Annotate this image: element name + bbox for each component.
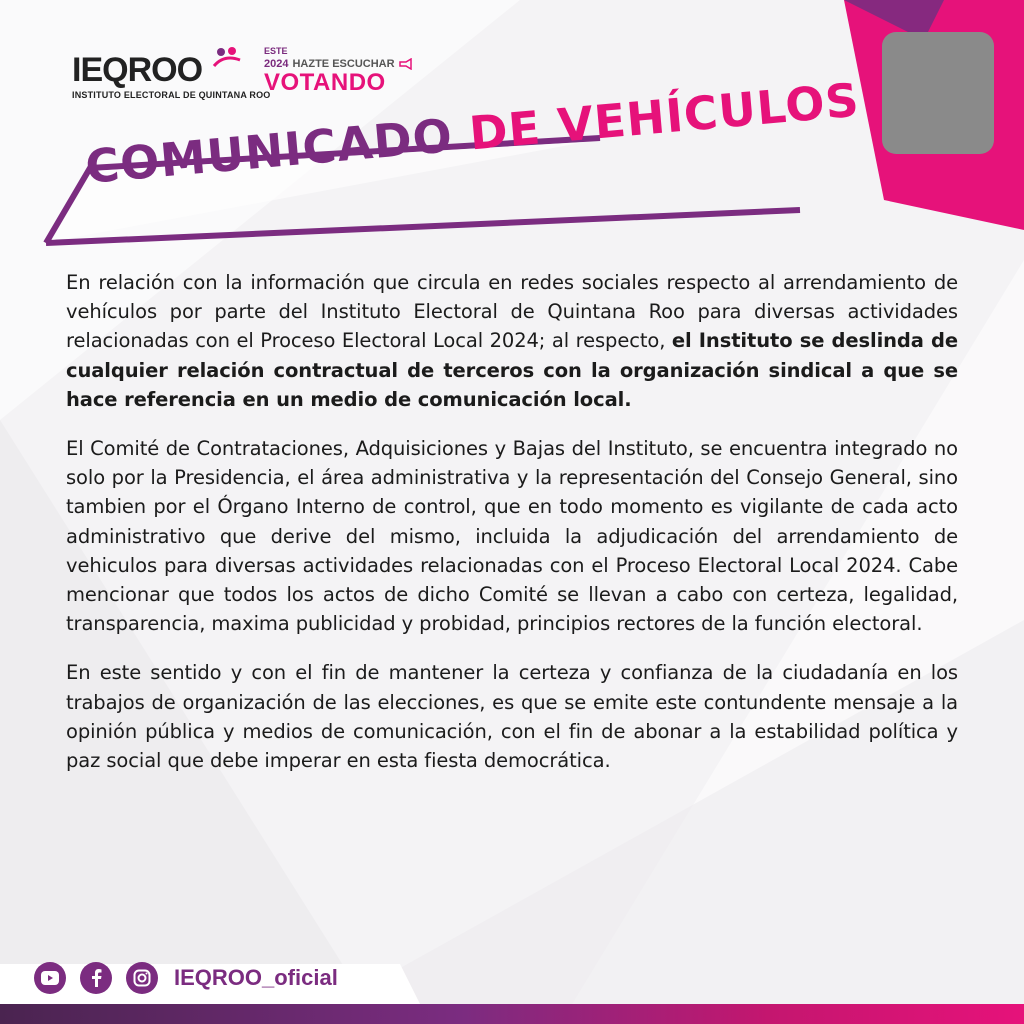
- paragraph-1-text: En relación con la información que circula en redes sociales respecto al arrendamiento de vehículos por parte del Instituto Electoral de Quintana Roo para diversas actividades relacionadas con el Proceso Electoral Local 2024; al respecto,: [66, 271, 958, 353]
- logo-emblem-icon: [212, 46, 242, 68]
- campaign-top-text: ESTE: [264, 46, 288, 56]
- title-part-comunicado: COMUNICADO: [83, 108, 455, 194]
- campaign-year: 2024: [264, 57, 289, 70]
- megaphone-icon: [399, 58, 413, 70]
- communique-body: [66, 268, 958, 795]
- instagram-icon[interactable]: [126, 962, 158, 994]
- campaign-logo: [264, 47, 413, 95]
- social-handle[interactable]: IEQROO_oficial: [174, 965, 338, 990]
- youtube-icon[interactable]: [34, 962, 66, 994]
- campaign-main: VOTANDO: [264, 69, 386, 96]
- logo-text: IEQROO: [72, 51, 203, 89]
- social-links: [34, 962, 338, 994]
- footer-color-bar: [0, 1004, 1024, 1024]
- campaign-line: HAZTE ESCUCHAR: [292, 57, 395, 70]
- paragraph-2: El Comité de Contrataciones, Adquisiciones y Bajas del Instituto, se encuentra integrado no solo por la Presidencia, el área administrativa y la representación del Consejo General, sino tambien por el Órgano Interno de control, que en todo momento es vigilante de cada acto administrativo que derive del mismo, incluida la adjudicación del arrendamiento de vehiculos para diversas actividades relacionadas con el Proceso Electoral Local 2024. Cabe mencionar que todos los actos de dicho Comité se llevan a cabo con certeza, legalidad, transparencia, maxima publicidad y probidad, principios rectores de la función electoral.: [66, 437, 958, 636]
- paragraph-1-bold: el Instituto se deslinda de cualquier relación contractual de terceros con la organización sindical a que se hace referencia en un medio de comunicación local.: [66, 329, 959, 411]
- paragraph-1: [66, 268, 958, 414]
- title-part-vehiculos: DE VEHÍCULOS: [467, 72, 862, 161]
- ieqroo-logo: [72, 52, 271, 100]
- paragraph-3: En este sentido y con el fin de mantener la certeza y confianza de la ciudadanía en los trabajos de organización de las elecciones, es que se emite este contundente mensaje a la opinión pública y medios de comunicación, con el fin de abonar a la estabilidad política y paz social que debe imperar en esta fiesta democrática.: [66, 661, 958, 773]
- facebook-icon[interactable]: [80, 962, 112, 994]
- logo-subtitle: INSTITUTO ELECTORAL DE QUINTANA ROO: [72, 90, 271, 100]
